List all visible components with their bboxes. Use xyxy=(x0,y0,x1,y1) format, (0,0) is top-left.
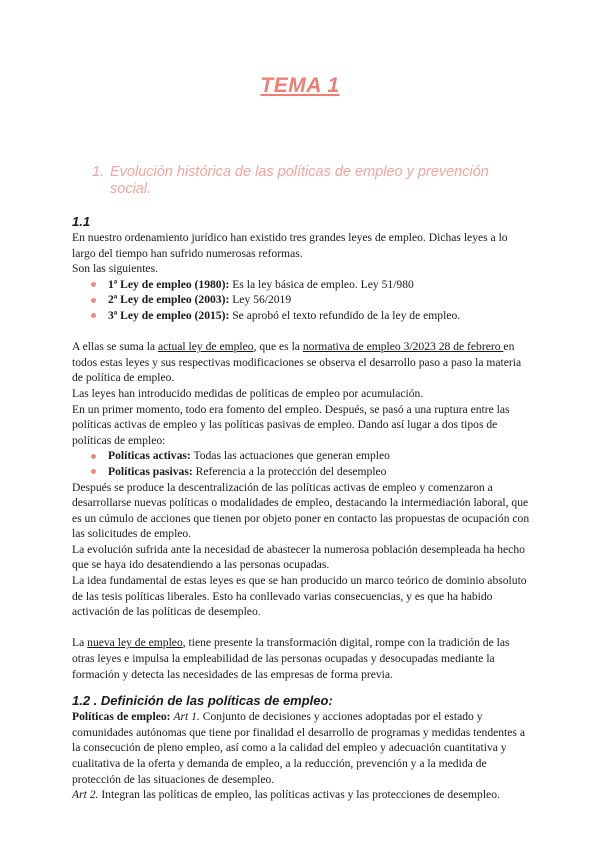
definition-label: Políticas de empleo: xyxy=(72,710,174,724)
spacer xyxy=(72,324,530,340)
paragraph-descentralizacion: Después se produce la descentralización de las políticas activas de empleo y comenzaron a desarrollarse nuevas políticas o modalidades de empleo, destacando la intermediación laboral, que es un cúmulo de acciones que tienen por objeto poner en contacto las propuestas de ocupación con las solicitudes de empleo. xyxy=(72,480,530,541)
policy-types-list xyxy=(72,448,530,479)
text-run: , tiene presente la transformación digital, rompe con la tradición de las otras leyes e impulsa la empleabilidad de las personas ocupadas y desocupadas mediante la formación y detecta las necesidades de las empresas de forma previa. xyxy=(72,636,510,681)
paragraph-primer-momento: En un primer momento, todo era fomento del empleo. Después, se pasó a una ruptura entre las políticas activas de empleo y las políticas pasivas de empleo. Dando así lugar a dos tipos de políticas de empleo: xyxy=(72,402,510,447)
list-item xyxy=(108,448,530,464)
section-heading xyxy=(92,164,522,198)
paragraph-evolucion: La evolución sufrida ante la necesidad de abastecer la numerosa población desempleada ha hecho que se haya ido desatendiendo a las personas ocupadas. xyxy=(72,542,525,572)
list-item xyxy=(108,308,530,324)
list-item xyxy=(108,277,530,293)
link-normativa[interactable]: normativa de empleo 3/2023 28 de febrero xyxy=(302,340,504,354)
section-title: Evolución histórica de las políticas de empleo y prevención social. xyxy=(110,164,489,197)
paragraph-definicion xyxy=(72,709,530,787)
text-run: La xyxy=(72,636,88,650)
text-run: , que es la xyxy=(253,340,303,354)
policy-text: Todas las actuaciones que generan empleo xyxy=(190,449,390,463)
section-number: 1. xyxy=(92,164,105,180)
text-run: A ellas se suma la xyxy=(72,340,158,354)
page-title: TEMA 1 xyxy=(260,74,340,97)
policy-text: Referencia a la protección del desempleo xyxy=(192,464,387,478)
paragraph-intro: En nuestro ordenamiento jurídico han existido tres grandes leyes de empleo. Dichas leyes a lo largo del tiempo han sufrido numerosas reformas. xyxy=(72,231,508,260)
law-name: 1ª Ley de empleo (1980): xyxy=(108,277,230,291)
subsection-heading-1-2: 1.2 . Definición de las políticas de empleo: xyxy=(72,693,333,709)
text-run: en todos estas leyes y sus respectivas modificaciones se observa el desarrollo paso a paso la materia de política de empleo. xyxy=(72,340,522,385)
law-text: Se aprobó el texto refundido de la ley de empleo. xyxy=(229,308,461,322)
list-item xyxy=(108,292,530,308)
law-name: 2ª Ley de empleo (2003): xyxy=(108,293,230,307)
link-actual-ley[interactable]: actual ley de empleo xyxy=(157,340,254,354)
definition-text: Conjunto de decisiones y acciones adoptadas por el estado y comunidades autónomas que tiene por finalidad el desarrollo de programas y medidas tendentes a la consecución de pleno empleo, así como a la calidad del empleo y adecuación cuantitativa y cualitativa de la oferta y demanda de empleo, a la reducción, prevención y a la medida de protección de las situaciones de desempleo. xyxy=(72,710,525,786)
policy-name: Políticas pasivas: xyxy=(108,464,193,478)
paragraph-suma xyxy=(72,339,530,386)
policy-name: Políticas activas: xyxy=(108,449,191,463)
paragraph-acumulacion: Las leyes han introducido medidas de políticas de empleo por acumulación. xyxy=(72,386,424,400)
article-ref: Art 1. xyxy=(173,710,200,724)
paragraph-art2 xyxy=(72,787,530,803)
laws-list xyxy=(72,277,530,324)
subsection-heading-1-1: 1.1 xyxy=(72,214,91,229)
list-item xyxy=(108,464,530,480)
spacer xyxy=(72,620,530,636)
paragraph-idea: La idea fundamental de estas leyes es que se han producido un marco teórico de dominio absoluto de las tesis políticas liberales. Esto ha conllevado varias consecuencias, y es que ha habido activación de las políticas de desempleo. xyxy=(72,574,527,619)
article-ref: Art 2. xyxy=(72,788,99,802)
law-name: 3ª Ley de empleo (2015): xyxy=(108,308,230,322)
paragraph-son: Son las siguientes. xyxy=(72,262,158,276)
spacer xyxy=(72,682,530,692)
law-text: Es la ley básica de empleo. Ley 51/980 xyxy=(229,277,414,291)
law-text: Ley 56/2019 xyxy=(229,293,292,307)
paragraph-nueva-ley xyxy=(72,635,530,682)
link-nueva-ley[interactable]: nueva ley de empleo xyxy=(87,636,183,650)
document-body xyxy=(72,214,530,803)
art2-text: Integran las políticas de empleo, las políticas activas y las protecciones de desempleo. xyxy=(98,788,500,802)
